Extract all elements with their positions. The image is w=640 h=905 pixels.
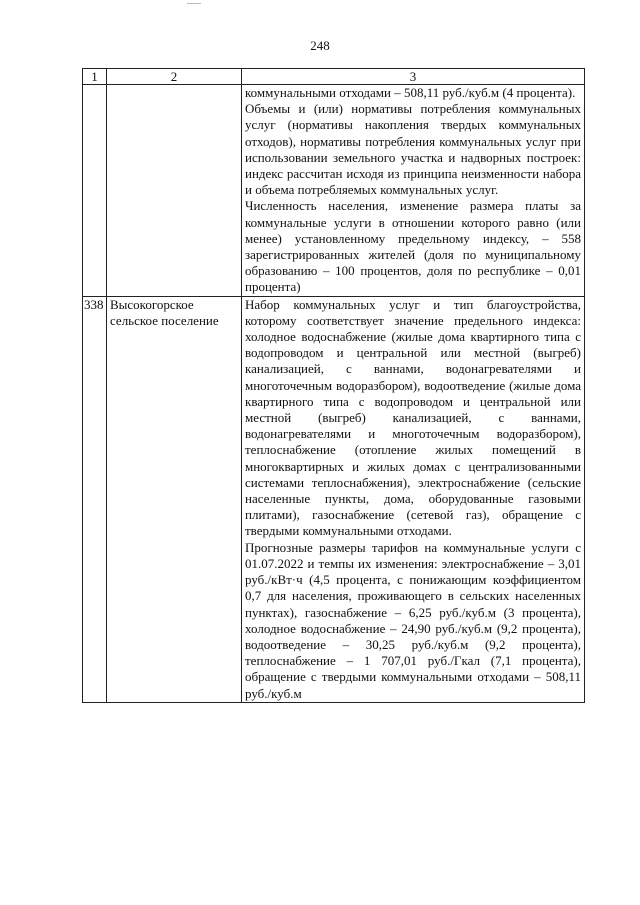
row-description — [242, 296, 585, 702]
row-number: 338 — [83, 296, 107, 702]
municipality-name — [107, 85, 242, 297]
table-row — [83, 85, 585, 297]
table-row — [83, 296, 585, 702]
header-col-2: 2 — [107, 69, 242, 85]
description-paragraph: Численность населения, изменение размера платы за коммунальные услуги в отношении которого равно (или менее) установленному предельному индексу, – 558 зарегистрированных жителей (доля по муниципальному образованию – 100 процентов, доля по республике – 0,01 процента) — [245, 198, 581, 295]
description-paragraph: Набор коммунальных услуг и тип благоустройства, которому соответствует значение предельного индекса: холодное водоснабжение (жилые дома квартирного типа с водопроводом и центральной или местной (выгреб) канализацией, с ваннами, водонагревателями и многоточечным водоразбором), водоотведение (жилые дома квартирного типа с водопроводом и центральной или местной (выгреб) канализацией, с ваннами, водонагревателями и многоточечным водоразбором), теплоснабжение (отопление жилых помещений в многоквартирных и жилых домах с централизованными системами теплоснабжения), электроснабжение (сельские населенные пункты, дома, оборудованные газовыми плитами), газоснабжение (сетевой газ), обращение с твердыми коммунальными отходами. — [245, 296, 581, 539]
description-paragraph: Объемы и (или) нормативы потребления коммунальных услуг (нормативы накопления твердых коммунальных отходов), нормативы потребления коммунальных услуг при использовании земельного участка и надворных построек: индекс рассчитан исходя из принципа неизменности набора и объема потребляемых коммунальных услуг. — [245, 101, 581, 198]
description-paragraph: коммунальными отходами – 508,11 руб./куб.м (4 процента). — [245, 85, 576, 100]
row-description — [242, 85, 585, 297]
table-header-row — [83, 69, 585, 85]
header-col-1: 1 — [83, 69, 107, 85]
description-paragraph: Прогнозные размеры тарифов на коммунальные услуги с 01.07.2022 и темпы их изменения: электроснабжение – 3,01 руб./кВт·ч (4,5 процента, с понижающим коэффициентом 0,7 для населения, проживающего в сельских населенных пунктах), газоснабжение – 6,25 руб./куб.м (3 процента), холодное водоснабжение – 24,90 руб./куб.м (9,2 процента), водоотведение – 30,25 руб./куб.м (9,2 процента), теплоснабжение – 1 707,01 руб./Гкал (7,1 процента), обращение с твердыми коммунальными отходами – 508,11 руб./куб.м — [245, 539, 581, 701]
municipality-name: Высокогорское сельское поселение — [107, 296, 242, 702]
row-number — [83, 85, 107, 297]
scan-mark — [187, 3, 201, 4]
page-number: 248 — [310, 38, 330, 53]
header-col-3: 3 — [242, 69, 585, 85]
document-table — [82, 68, 585, 703]
